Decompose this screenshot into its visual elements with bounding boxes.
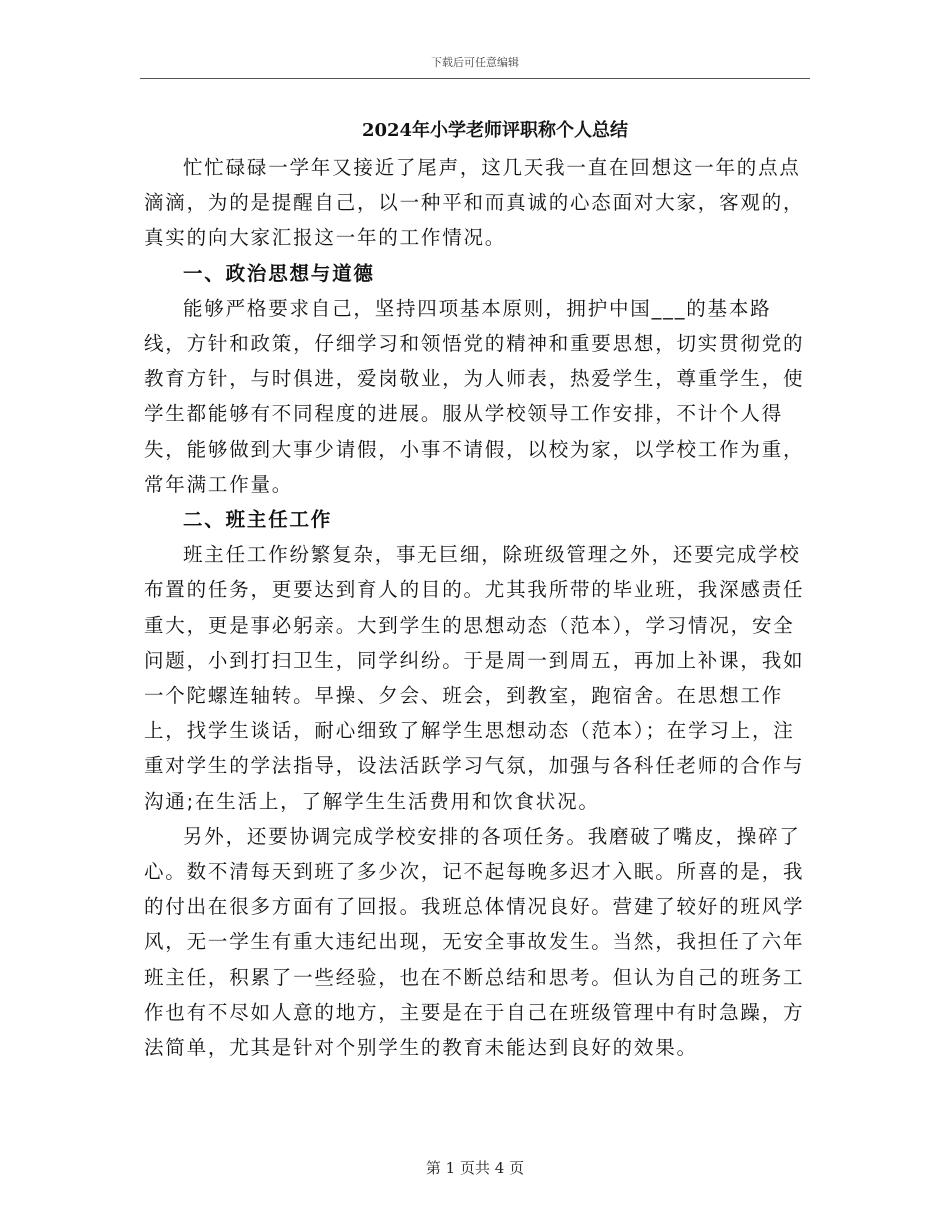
intro-paragraph: 忙忙碌碌一学年又接近了尾声，这几天我一直在回想这一年的点点滴滴，为的是提醒自己，以一种平和而真诚的心态面对大家，客观的，真实的向大家汇报这一年的工作情况。 [144, 156, 805, 250]
document-body [144, 150, 814, 1065]
header-note: 下载后可任意编辑 [431, 56, 519, 69]
politics-paragraph: 能够严格要求自己，坚持四项基本原则，拥护中国___的基本路线，方针和政策，仔细学习和领悟党的精神和重要思想，切实贯彻党的教育方针，与时俱进，爱岗敬业，为人师表，热爱学生，尊重学生，使学生都能够有不同程度的进展。服从学校领导工作安排，不计个人得失，能够做到大事少请假，小事不请假，以校为家，以学校工作为重，常年满工作量。 [144, 296, 805, 496]
document-title: 2024年小学老师评职称个人总结 [361, 120, 629, 141]
header-divider [140, 78, 810, 79]
class-teacher-paragraph-1: 班主任工作纷繁复杂，事无巨细，除班级管理之外，还要完成学校布置的任务，更要达到育人的目的。尤其我所带的毕业班，我深感责任重大，更是事必躬亲。大到学生的思想动态（范本），学习情况，安全问题，小到打扫卫生，同学纠纷。于是周一到周五，再加上补课，我如一个陀螺连轴转。早操、夕会、班会，到教室，跑宿舍。在思想工作上，找学生谈话，耐心细致了解学生思想动态（范本）；在学习上，注重对学生的学法指导，设法活跃学习气氛，加强与各科任老师的合作与沟通;在生活上，了解学生生活费用和饮食状况。 [144, 543, 805, 813]
section-heading-politics: 一、政治思想与道德 [183, 261, 375, 285]
page-number: 第 1 页共 4 页 [425, 1159, 525, 1177]
section-heading-class-teacher: 二、班主任工作 [183, 508, 333, 532]
class-teacher-paragraph-2: 另外，还要协调完成学校安排的各项任务。我磨破了嘴皮，操碎了心。数不清每天到班了多少次，记不起每晚多迟才入眠。所喜的是，我的付出在很多方面有了回报。我班总体情况良好。营建了较好的班风学风，无一学生有重大违纪出现，无安全事故发生。当然，我担任了六年班主任，积累了一些经验，也在不断总结和思考。但认为自己的班务工作也有不尽如人意的地方，主要是在于自己在班级管理中有时急躁，方法简单，尤其是针对个别学生的教育未能达到良好的效果。 [144, 824, 805, 1060]
